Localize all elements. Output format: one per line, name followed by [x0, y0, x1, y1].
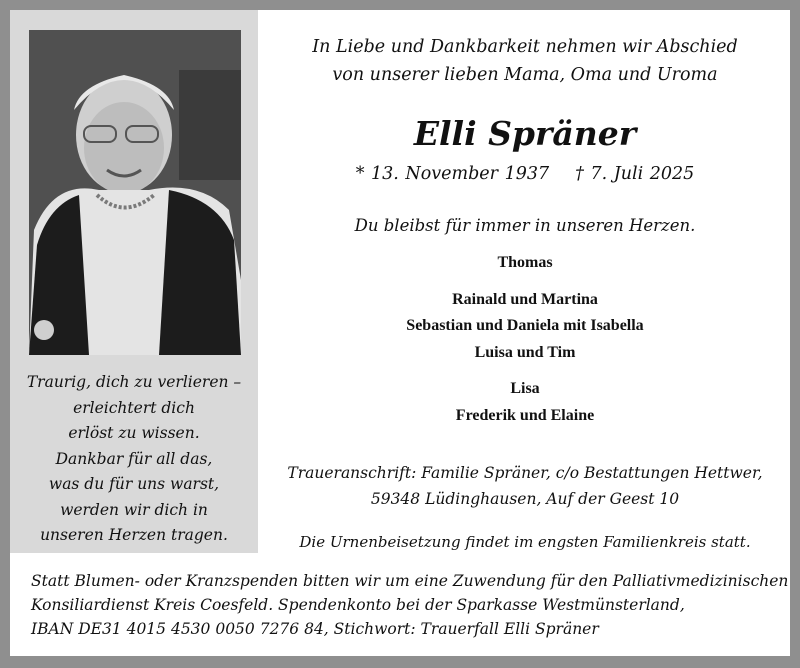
- motto: Du bleibst für immer in unseren Herzen.: [354, 216, 696, 235]
- intro-text: [270, 33, 780, 89]
- poem: [10, 370, 258, 549]
- family-member: Sebastian und Daniela mit Isabella: [406, 317, 644, 334]
- birth-date: * 13. November 1937: [355, 164, 550, 184]
- poem-line: unseren Herzen tragen.: [40, 526, 228, 544]
- address-line-2: 59348 Lüdinghausen, Auf der Geest 10: [370, 490, 680, 508]
- poem-line: Traurig, dich zu verlieren –: [26, 373, 242, 391]
- portrait-photo: [29, 30, 241, 355]
- donation-note: [31, 569, 789, 641]
- family-member: Thomas: [497, 254, 553, 271]
- address-line-1: Traueranschrift: Familie Spräner, c/o Bestattungen Hettwer,: [287, 464, 763, 482]
- poem-line: erlöst zu wissen.: [68, 424, 200, 442]
- poem-line: erleichtert dich: [73, 398, 195, 417]
- donation-line: Konsiliardienst Kreis Coesfeld. Spendenkonto bei der Sparkasse Westmünsterland,: [31, 596, 685, 614]
- family-member: Frederik und Elaine: [455, 406, 595, 424]
- donation-line: Statt Blumen- oder Kranzspenden bitten wir um eine Zuwendung für den Palliativmedizinischen: [31, 572, 789, 590]
- family-list: [270, 250, 780, 429]
- poem-line: werden wir dich in: [60, 500, 208, 519]
- life-dates: [270, 161, 780, 187]
- portrait-image: [29, 30, 241, 355]
- donation-line: IBAN DE31 4015 4530 0050 7276 84, Stichwort: Trauerfall Elli Spräner: [31, 620, 599, 638]
- intro-line-2: von unserer lieben Mama, Oma und Uroma: [332, 65, 718, 85]
- family-member: Rainald und Martina: [452, 290, 598, 308]
- family-member: Luisa und Tim: [474, 343, 576, 361]
- urn-note: Die Urnenbeisetzung findet im engsten Familienkreis statt.: [299, 533, 751, 551]
- poem-line: was du für uns warst,: [48, 475, 220, 493]
- poem-line: Dankbar für all das,: [55, 449, 213, 468]
- deceased-name: Elli Spräner: [413, 114, 637, 153]
- family-member: Lisa: [510, 380, 540, 397]
- mourning-address: [270, 460, 780, 512]
- intro-line-1: In Liebe und Dankbarkeit nehmen wir Abschied: [312, 37, 738, 57]
- death-date: † 7. Juli 2025: [575, 164, 695, 184]
